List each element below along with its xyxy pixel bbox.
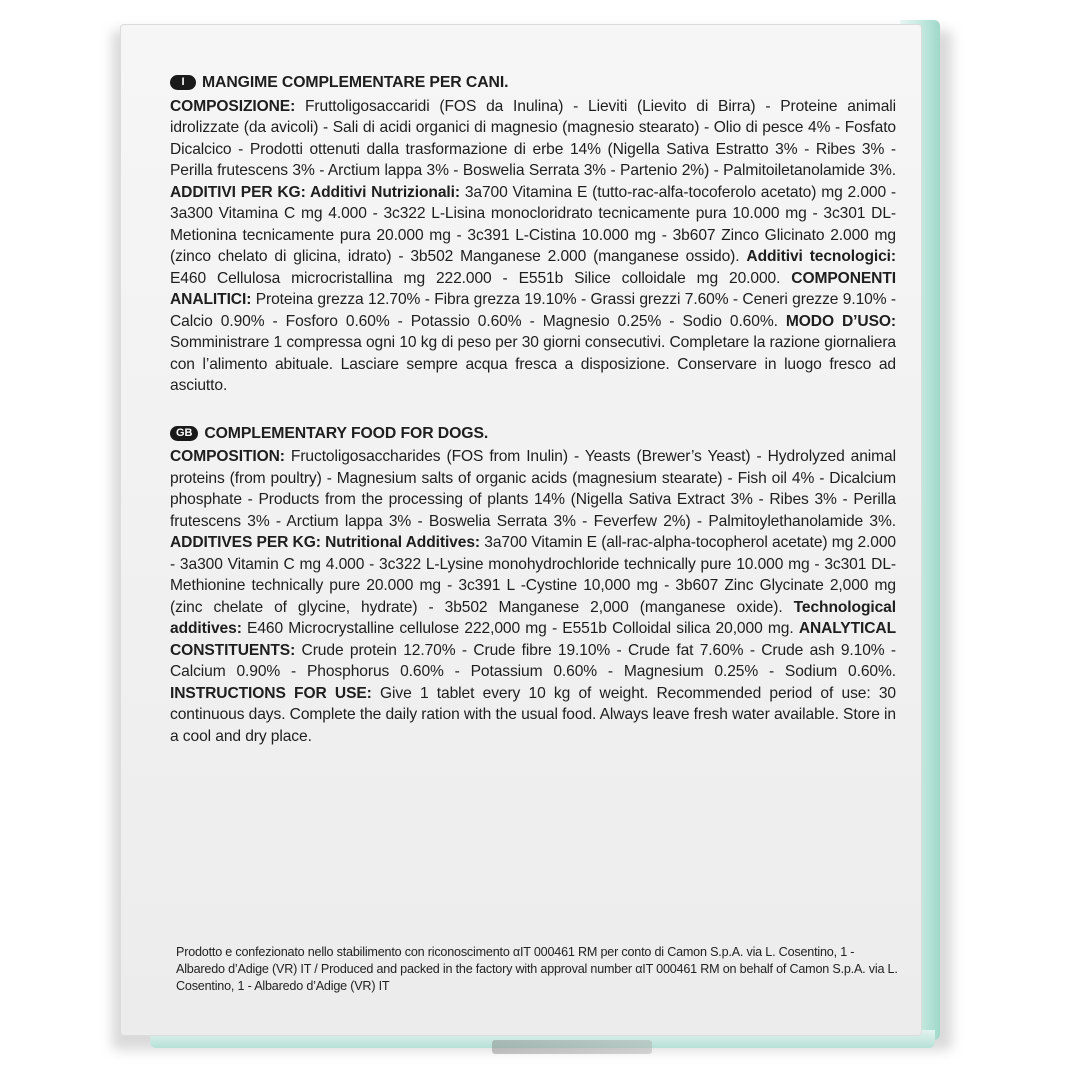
label-text-block <box>170 72 896 773</box>
it-composition-label: COMPOSIZIONE: <box>170 97 296 115</box>
it-additives-label: ADDITIVI PER KG: Additivi Nutrizionali: <box>170 183 460 201</box>
italian-body <box>170 96 896 397</box>
it-tech-additives-text: E460 Cellulosa microcristallina mg 222.000 - E551b Silice colloidale mg 20.000. <box>170 269 792 287</box>
manufacturer-footer: Prodotto e confezionato nello stabilimento con riconoscimento αIT 000461 RM per conto di Camon S.p.A. via L. Cosentino, 1 - Albaredo d’Adige (VR) IT / Produced and packed in the factory with approval number αIT 000461 RM on behalf of Camon S.p.A. via L. Cosentino, 1 - Albaredo d’Adige (VR) IT <box>176 945 898 993</box>
it-composition-text: Fruttoligosaccaridi (FOS da Inulina) - Lieviti (Lievito di Birra) - Proteine animali idrolizzate (da avicoli) - Sali di acidi organici di magnesio (magnesio stearato) - Olio di pesce 4% - Fosfato Dicalcico - Prodotti ottenuti dalla trasformazione di erbe 14% (Nigella Sativa Estratto 3% - Ribes 3% - Perilla frutescens 3% - Arctium lappa 3% - Boswelia Serrata 3% - Partenio 2%) - Palmitoiletanolamide 3%. <box>170 97 896 179</box>
italian-title: MANGIME COMPLEMENTARE PER CANI. <box>202 74 509 91</box>
gb-tech-additives-text: E460 Microcrystalline cellulose 222,000 mg - E551b Colloidal silica 20,000 mg. <box>241 620 799 637</box>
it-usage-label: MODO D’USO: <box>785 312 896 330</box>
gb-composition-label: COMPOSITION: <box>170 448 285 465</box>
gb-usage-label: INSTRUCTIONS FOR USE: <box>170 684 372 702</box>
gb-country-badge: GB <box>170 426 198 441</box>
gb-composition-text: Fructoligosaccharides (FOS from Inulin) - Yeasts (Brewer’s Yeast) - Hydrolyzed animal proteins (from poultry) - Magnesium salts of organic acids (magnesium stearate) - Fish oil 4% - Dicalcium phosphate - Products from the processing of plants 14% (Nigella Sativa Extract 3% - Ribes 3% - Perilla frutescens 3% - Arctium lappa 3% - Boswelia Serrata 3% - Feverfew 2%) - Palmitoylethanolamide 3%. <box>170 448 896 530</box>
bottom-flap-logo <box>492 1040 652 1054</box>
it-tech-additives-label: Additivi tecnologici: <box>746 248 896 265</box>
gb-analytical-text: Crude protein 12.70% - Crude fibre 19.10% - Crude fat 7.60% - Crude ash 9.10% - Calcium 0.90% - Phosphorus 0.60% - Potassium 0.60% - Magnesium 0.25% - Sodium 0.60%. <box>170 641 896 680</box>
it-usage-text: Somministrare 1 compressa ogni 10 kg di peso per 30 giorni consecutivi. Completare la razione giornaliera con l’alimento abituale. Lasciare sempre acqua fresca a disposizione. Conservare in luogo fresco ad asciutto. <box>170 334 896 394</box>
english-section <box>170 423 896 748</box>
english-heading <box>170 423 896 445</box>
gb-additives-text: 3a700 Vitamin E (all-rac-alpha-tocopherol acetate) mg 2.000 - 3a300 Vitamin C mg 4.000 - 3c322 L-Lysine monohydrochloride technically pure 10.000 mg - 3c301 DL-Methionine technically pure 20.000 mg - 3c391 L -Cystine 10,000 mg - 3b607 Zinc Glycinate 2,000 mg (zinc chelate of glycine, hydrate) - 3b502 Manganese 2,000 (manganese oxide). <box>170 534 896 616</box>
english-title: COMPLEMENTARY FOOD FOR DOGS. <box>204 424 489 442</box>
gb-tech-additives-label: Technological additives: <box>170 598 896 637</box>
gb-additives-label: ADDITIVES PER KG: Nutritional Additives: <box>170 534 480 551</box>
gb-analytical-label: ANALYTICAL CONSTITUENTS: <box>170 620 896 659</box>
it-analytical-text: Proteina grezza 12.70% - Fibra grezza 19.10% - Grassi grezzi 7.60% - Ceneri grezze 9.10% - Calcio 0.90% - Fosforo 0.60% - Potassio 0.60% - Magnesio 0.25% - Sodio 0.60%. <box>170 291 896 330</box>
italian-section <box>170 72 896 397</box>
gb-usage-text: Give 1 tablet every 10 kg of weight. Recommended period of use: 30 continuous days. Complete the daily ration with the usual food. Always leave fresh water available. Store in a cool and dry place. <box>170 684 896 745</box>
english-body <box>170 446 896 747</box>
italian-heading <box>170 72 896 94</box>
it-additives-text: 3a700 Vitamina E (tutto-rac-alfa-tocoferolo acetato) mg 2.000 - 3a300 Vitamina C mg 4.000 - 3c322 L-Lisina monocloridrato tecnicamente pura 10.000 mg - 3c301 DL-Metionina tecnicamente pura 20.000 mg - 3c391 L-Cistina 10.000 mg - 3b607 Zinco Glicinato 2.000 mg (zinco chelato di glicina, idrato) - 3b502 Manganese 2.000 (manganese ossido). <box>170 183 896 265</box>
italy-country-badge: I <box>170 75 196 90</box>
it-analytical-label: COMPONENTI ANALITICI: <box>170 269 896 308</box>
